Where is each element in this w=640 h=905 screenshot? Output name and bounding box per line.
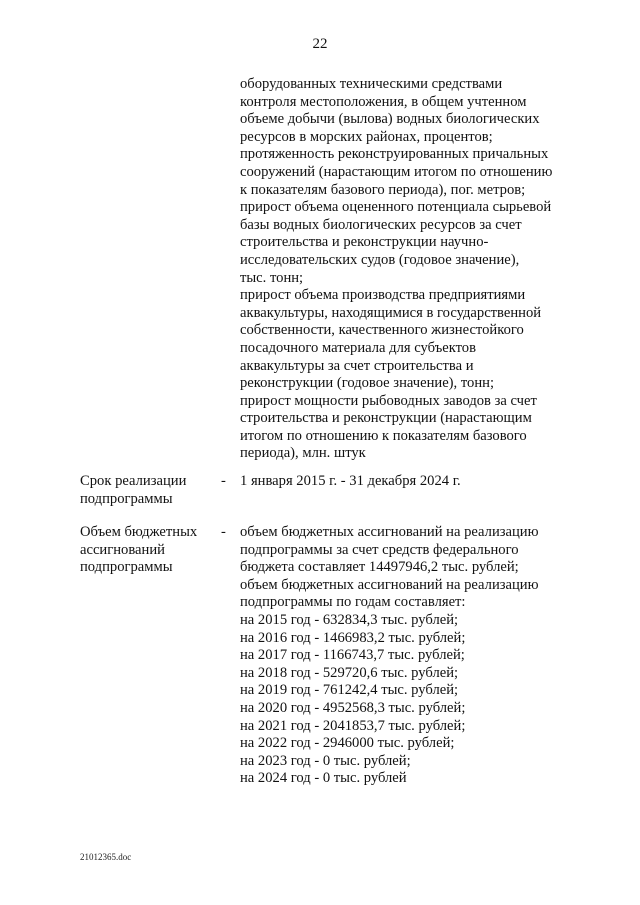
budget-year-line: на 2017 год - 1166743,7 тыс. рублей; xyxy=(240,647,465,664)
budget-line: объем бюджетных ассигнований на реализацию xyxy=(240,524,539,540)
text-line: к показателям базового периода), пог. метров; xyxy=(240,181,526,198)
dash-separator: - xyxy=(221,473,226,489)
text-line: исследовательских судов (годовое значение), xyxy=(240,251,520,268)
text-line: тыс. тонн; xyxy=(240,269,304,286)
text-line: итогом по отношению к показателям базового xyxy=(240,427,527,444)
text-line: прирост объема оцененного потенциала сырьевой xyxy=(240,199,552,216)
budget-year-line: на 2023 год - 0 тыс. рублей; xyxy=(240,752,411,769)
text-line: оборудованных техническими средствами xyxy=(240,76,503,92)
label-line: Срок реализации xyxy=(80,473,187,489)
implementation-period-value: 1 января 2015 г. - 31 декабря 2024 г. xyxy=(240,473,461,489)
text-line: сооружений (нарастающим итогом по отношению xyxy=(240,163,553,180)
indicators-continuation-text xyxy=(240,76,580,463)
budget-year-line: на 2016 год - 1466983,2 тыс. рублей; xyxy=(240,629,466,646)
implementation-period-label xyxy=(80,473,220,508)
footer-filename: 21012365.doc xyxy=(80,852,132,862)
label-line: подпрограммы xyxy=(80,490,173,507)
text-line: посадочного материала для субъектов xyxy=(240,339,476,356)
budget-year-line: на 2022 год - 2946000 тыс. рублей; xyxy=(240,735,455,752)
text-line: контроля местоположения, в общем учтенном xyxy=(240,93,527,110)
page-number: 22 xyxy=(312,36,328,52)
text-line: строительства и реконструкции (нарастающим xyxy=(240,410,532,427)
budget-line: объем бюджетных ассигнований на реализацию xyxy=(240,576,539,593)
budget-line: бюджета составляет 14497946,2 тыс. рублей; xyxy=(240,559,519,576)
label-line: подпрограммы xyxy=(80,559,173,576)
budget-year-line: на 2020 год - 4952568,3 тыс. рублей; xyxy=(240,699,466,716)
text-line: объеме добычи (вылова) водных биологических xyxy=(240,111,540,128)
budget-year-line: на 2021 год - 2041853,7 тыс. рублей; xyxy=(240,717,466,734)
text-line: аквакультуры, находящимися в государственной xyxy=(240,304,542,321)
text-line: строительства и реконструкции научно- xyxy=(240,234,489,251)
budget-year-line: на 2024 год - 0 тыс. рублей xyxy=(240,770,407,787)
budget-allocations-value xyxy=(240,524,600,788)
text-line: прирост объема производства предприятиями xyxy=(240,287,526,304)
label-line: Объем бюджетных xyxy=(80,524,198,540)
budget-line: подпрограммы за счет средств федерального xyxy=(240,541,519,558)
text-line: ресурсов в морских районах, процентов; xyxy=(240,128,493,145)
text-line: периода), млн. штук xyxy=(240,445,366,462)
text-line: реконструкции (годовое значение), тонн; xyxy=(240,375,495,392)
budget-line: подпрограммы по годам составляет: xyxy=(240,594,466,611)
budget-year-line: на 2018 год - 529720,6 тыс. рублей; xyxy=(240,664,459,681)
text-line: протяженность реконструированных причальных xyxy=(240,146,549,163)
text-line: прирост мощности рыбоводных заводов за счет xyxy=(240,392,537,409)
budget-year-line: на 2015 год - 632834,3 тыс. рублей; xyxy=(240,611,459,628)
budget-allocations-label xyxy=(80,524,220,577)
label-line: ассигнований xyxy=(80,541,165,558)
text-line: собственности, качественного жизнестойкого xyxy=(240,322,524,339)
text-line: аквакультуры за счет строительства и xyxy=(240,357,474,374)
budget-year-line: на 2019 год - 761242,4 тыс. рублей; xyxy=(240,682,459,699)
dash-separator: - xyxy=(221,524,226,540)
text-line: базы водных биологических ресурсов за счет xyxy=(240,216,522,233)
